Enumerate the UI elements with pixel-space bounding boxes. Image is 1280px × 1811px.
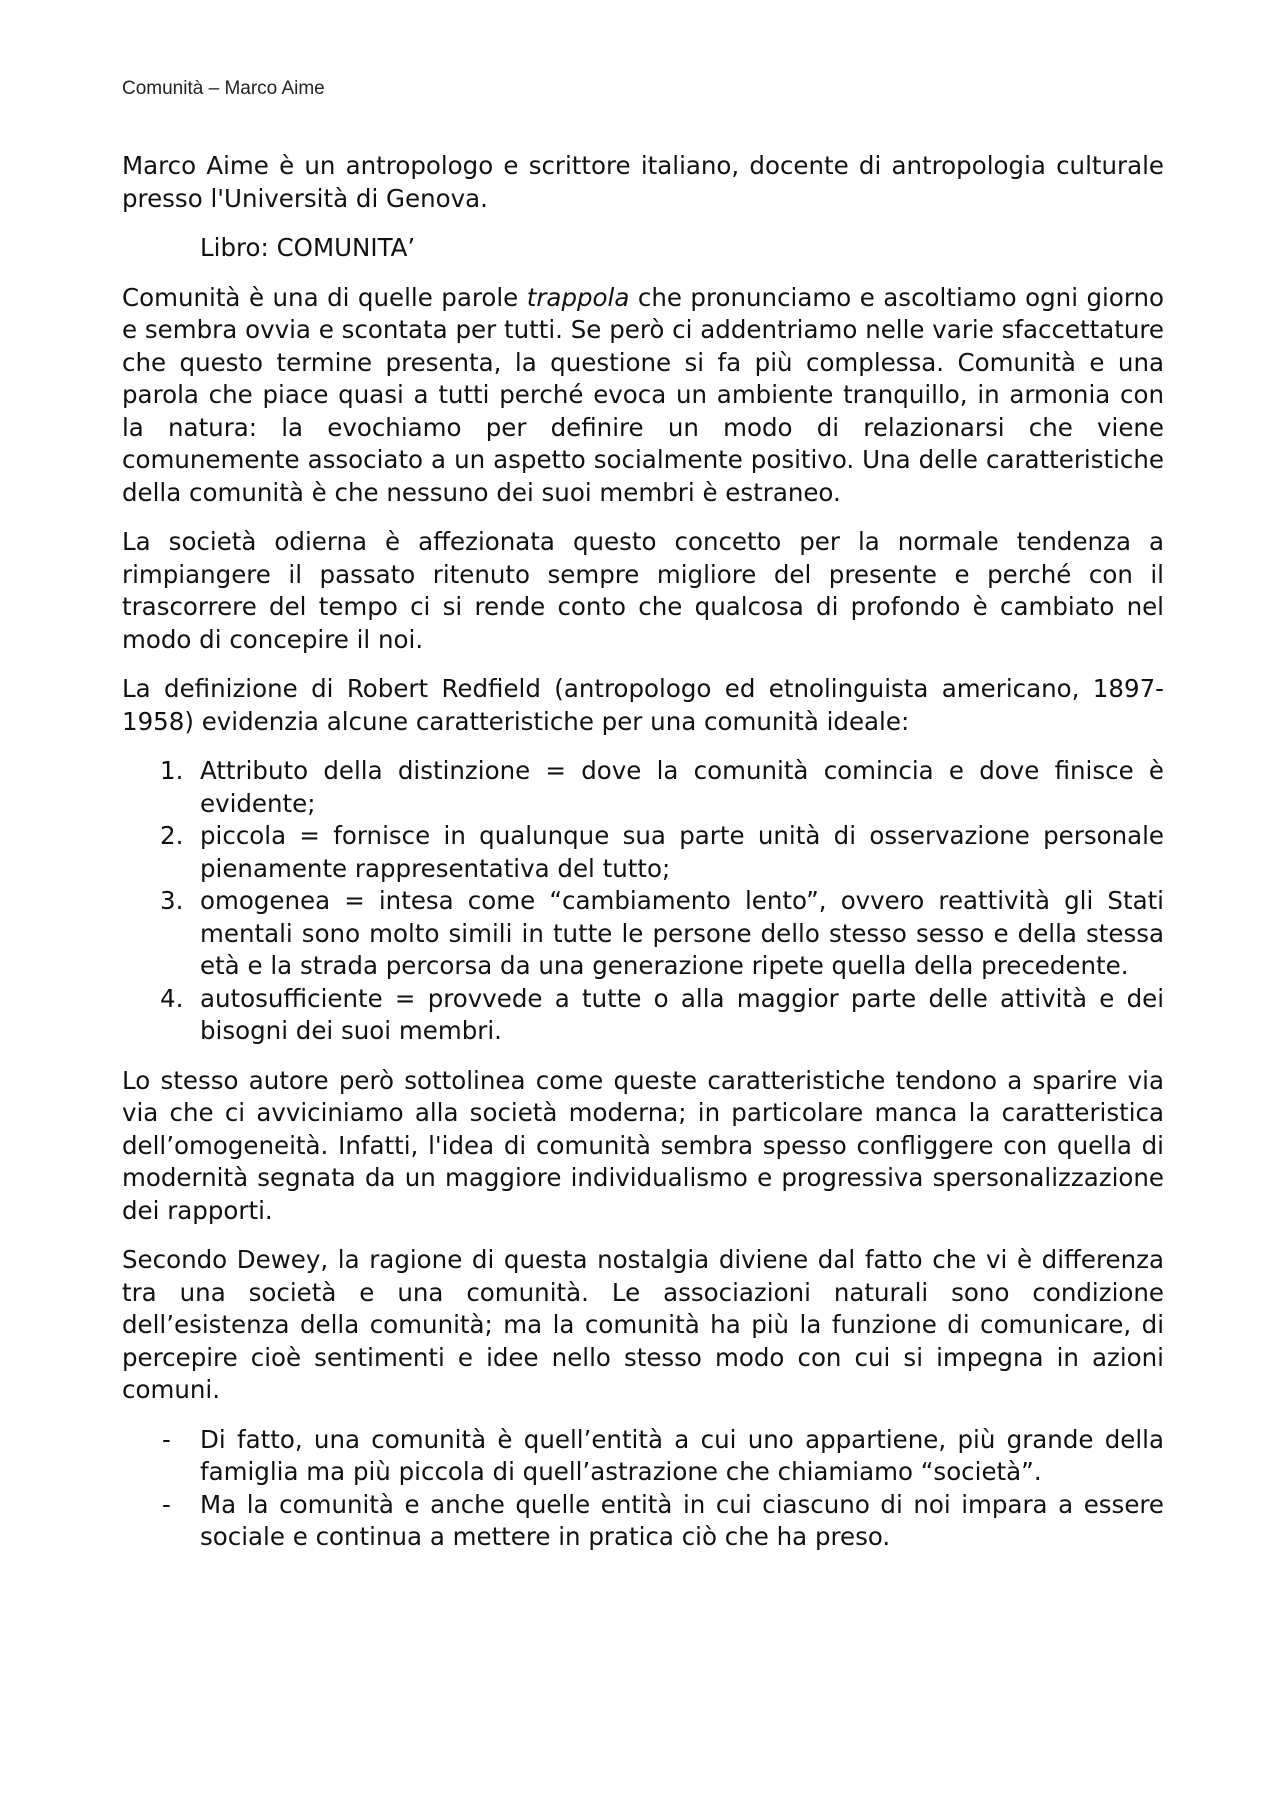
list-item bbox=[122, 1424, 1164, 1489]
paragraph-definition bbox=[122, 282, 1164, 510]
list-item-text: autosufficiente = provvede a tutte o alla maggior parte delle attività e dei bisogni dei suoi membri. bbox=[200, 983, 1164, 1045]
page-header: Comunità – Marco Aime bbox=[122, 78, 325, 99]
list-number: 2. bbox=[160, 821, 184, 850]
list-item-text: Ma la comunità e anche quelle entità in cui ciascuno di noi impara a essere sociale e continua a mettere in pratica ciò che ha preso. bbox=[200, 1489, 1164, 1551]
list-item bbox=[122, 755, 1164, 820]
list-item bbox=[122, 820, 1164, 885]
book-title-line: Libro: COMUNITA’ bbox=[200, 233, 416, 262]
italic-word: trappola bbox=[526, 282, 630, 312]
list-number: 3. bbox=[160, 886, 184, 915]
list-item bbox=[122, 983, 1164, 1048]
list-number: 1. bbox=[160, 756, 184, 785]
dash-list bbox=[122, 1424, 1164, 1554]
paragraph-text: Comunità è una di quelle parole bbox=[122, 282, 527, 312]
list-item bbox=[122, 1489, 1164, 1554]
paragraph-modernity: Lo stesso autore però sottolinea come queste caratteristiche tendono a sparire via via che ci avviciniamo alla società moderna; in particolare manca la caratteristica dell’omogeneità. Infatti, l'idea di comunità sembra spesso confliggere con quella di modernità segnata da un maggiore individualismo e progressiva spersonalizzazione dei rapporti. bbox=[122, 1065, 1164, 1225]
list-item-text: piccola = fornisce in qualunque sua parte unità di osservazione personale pienamente rappresentativa del tutto; bbox=[200, 821, 1164, 883]
intro-paragraph: Marco Aime è un antropologo e scrittore italiano, docente di antropologia culturale presso l'Università di Genova. bbox=[122, 151, 1164, 213]
list-item-text: Attributo della distinzione = dove la comunità comincia e dove finisce è evidente; bbox=[200, 756, 1164, 818]
list-item-text: omogenea = intesa come “cambiamento lento”, ovvero reattività gli Stati mentali sono molto simili in tutte le persone dello stesso sesso e della stessa età e la strada percorsa da una generazione ripete quella della precedente. bbox=[200, 886, 1164, 980]
paragraph-redfield: La definizione di Robert Redfield (antropologo ed etnolinguista americano, 1897-1958) evidenzia alcune caratteristiche per una comunità ideale: bbox=[122, 674, 1164, 736]
list-dash: - bbox=[162, 1424, 171, 1454]
paragraph-text: che pronunciamo e ascoltiamo ogni giorno e sembra ovvia e scontata per tutti. Se però ci addentriamo nelle varie sfaccettature che questo termine presenta, la questione si fa più complessa. Comunità e una parola che piace quasi a tutti perché evoca un ambiente tranquillo, in armonia con la natura: la evochiamo per definire un modo di relazionarsi che viene comunemente associato a un aspetto socialmente positivo. Una delle caratteristiche della comunità è che nessuno dei suoi membri è estraneo. bbox=[122, 282, 1165, 507]
list-number: 4. bbox=[160, 983, 184, 1013]
paragraph-society: La società odierna è affezionata questo concetto per la normale tendenza a rimpiangere il passato ritenuto sempre migliore del presente e perché con il trascorrere del tempo ci si rende conto che qualcosa di profondo è cambiato nel modo di concepire il noi. bbox=[122, 527, 1164, 654]
list-item-text: Di fatto, una comunità è quell’entità a cui uno appartiene, più grande della famiglia ma più piccola di quell’astrazione che chiamiamo “società”. bbox=[200, 1424, 1164, 1486]
list-dash: - bbox=[162, 1489, 171, 1519]
document-body bbox=[122, 150, 1164, 1554]
paragraph-dewey: Secondo Dewey, la ragione di questa nostalgia diviene dal fatto che vi è differenza tra una società e una comunità. Le associazioni naturali sono condizione dell’esistenza della comunità; ma la comunità ha più la funzione di comunicare, di percepire cioè sentimenti e idee nello stesso modo con cui si impegna in azioni comuni. bbox=[122, 1245, 1164, 1404]
numbered-list bbox=[122, 755, 1164, 1048]
list-item bbox=[122, 885, 1164, 983]
